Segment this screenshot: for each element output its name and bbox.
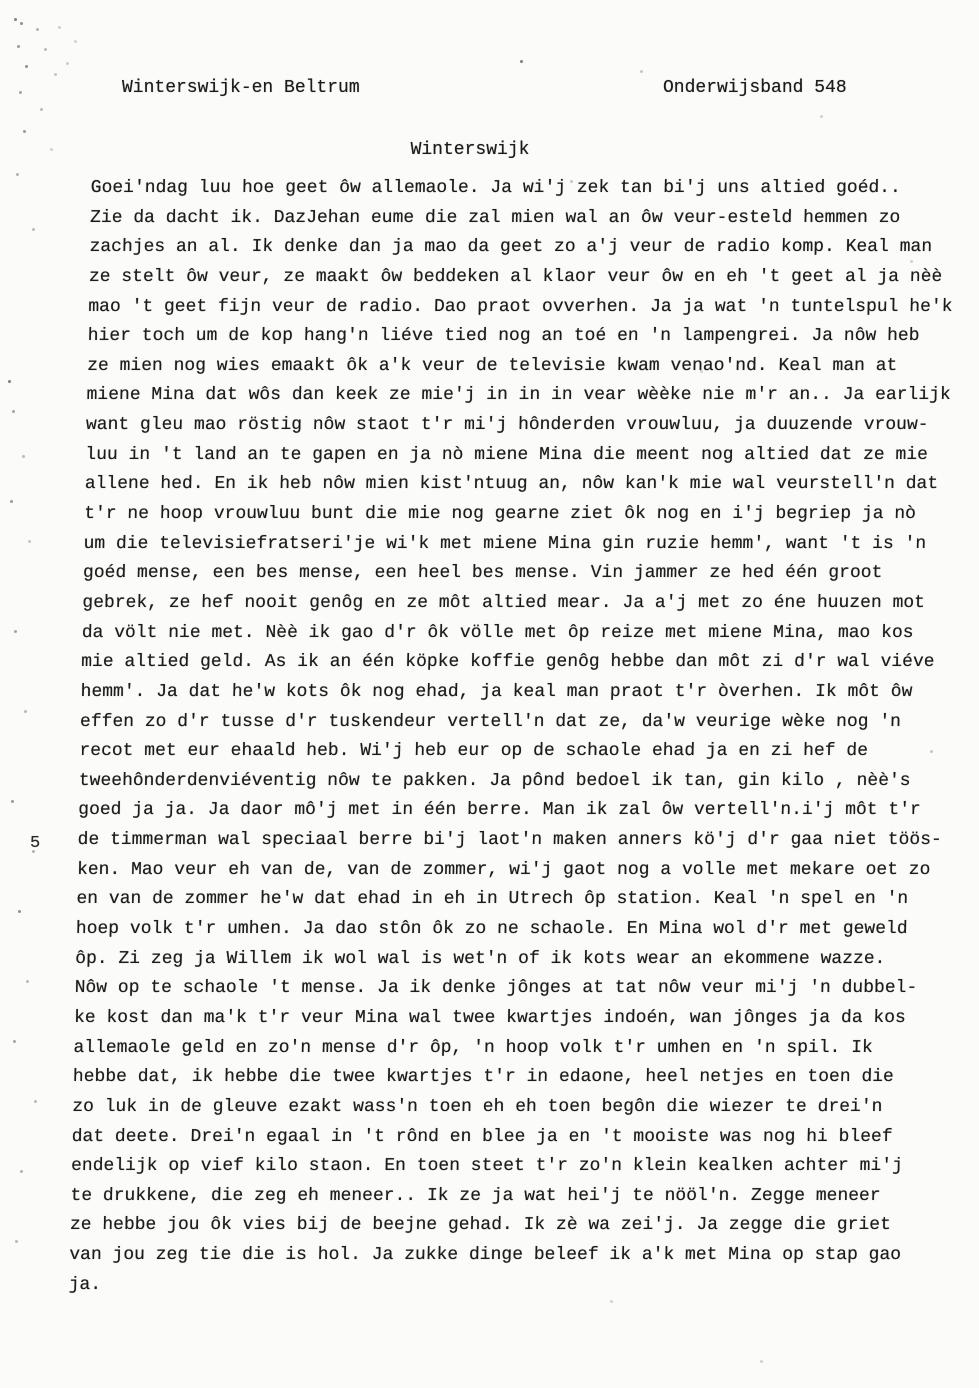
header-band-number: Onderwijsband 548 (663, 78, 847, 98)
text-line: da völt nie met. Nèè ik gao d'r ôk völle met ôp reize met miene Mina, mao kos (81, 622, 914, 643)
text-line: hebbe dat, ik hebbe die twee kwartjes t'r in edaone, heel netjes en toen die (72, 1067, 895, 1088)
text-line: hoep volk t'r umhen. Ja dao stôn ôk zo ne schaole. En Mina wol d'r met geweld (75, 919, 908, 940)
text-line: ôp. Zi zeg ja Willem ik wol wal is wet'n of ik kots wear an ekommene wazze. (75, 948, 886, 969)
scan-noise-speckles (520, 60, 523, 63)
text-line: Nôw op te schaole 't mense. Ja ik denke jônges at tat nôw veur mi'j 'n dubbel- (74, 978, 918, 999)
text-line: gebrek, ze hef nooit genôg en ze môt altied mear. Ja a'j met zo éne huuzen mot (82, 592, 926, 613)
text-line: goed ja ja. Ja daor mô'j met in één berre. Man ik zal ôw vertell'n.i'j môt t'r (78, 800, 921, 821)
text-line: ke kost dan ma'k t'r veur Mina wal twee kwartjes indoén, wan jônges ja da kos (73, 1007, 907, 1028)
text-line: want gleu mao röstig nôw staot t'r mi'j hônderden vrouwluu, ja duuzende vrouw- (85, 415, 929, 436)
text-line: Zie da dacht ik. DazJehan eume die zal mien wal an ôw veur-esteld hemmen zo (89, 207, 901, 228)
text-line: mao 't geet fijn veur de radio. Dao praot ovverhen. Ja ja wat 'n tuntelspul he'k (88, 296, 953, 317)
header-region-label: Winterswijk-en Beltrum (122, 78, 360, 98)
text-line: goéd mense, een bes mense, een heel bes mense. Vin jammer ze hed één groot (82, 563, 883, 584)
text-line: hier toch um de kop hang'n liéve tied nog an toé en 'n lampengrei. Ja nôw heb (87, 326, 920, 347)
margin-note: 5 (30, 834, 41, 853)
scan-noise-speckles (14, 18, 17, 21)
text-line: de timmerman wal speciaal berre bi'j laot'n maken anners kö'j d'r gaa niet töös- (77, 830, 942, 851)
scan-noise-speckles (8, 380, 11, 383)
text-line: ja. (68, 1274, 102, 1295)
text-line: endelijk op vief kilo staon. En toen steet t'r zo'n klein kealken achter mi'j (70, 1156, 904, 1177)
text-line: hemm'. Ja dat he'w kots ôk nog ehad, ja keal man praot t'r òverhen. Ik môt ôw (80, 681, 913, 702)
body-text (68, 174, 979, 1300)
text-line: miene Mina dat wôs dan keek ze mie'j in in in vear wèèke nie m'r an.. Ja earlijk (86, 385, 951, 406)
text-line: zo luk in de gleuve ezakt wass'n toen eh eh toen begôn die wiezer te drei'n (72, 1096, 883, 1117)
text-line: tweehônderdenviéventig nôw te pakken. Ja pônd bedoel ik tan, gin kilo , nèè's (78, 770, 911, 791)
text-line: allene hed. En ik heb nôw mien kist'ntuug an, nôw kan'k mie wal veurstell'n dat (84, 474, 939, 495)
text-line: recot met eur ehaald heb. Wi'j heb eur op de schaole ehad ja en zi hef de (79, 741, 869, 762)
text-line: te drukkene, die zeg eh meneer.. Ik ze ja wat hei'j te nööl'n. Zegge meneer (70, 1185, 881, 1206)
text-line: luu in 't land an te gapen en ja nò miene Mina die meent nog altied dat ze mie (85, 444, 929, 465)
text-line: ze mien nog wies emaakt ôk a'k veur de televisie kwam venao'nd. Keal man at (86, 355, 898, 376)
text-line: en van de zommer he'w dat ehad in eh in Utrech ôp station. Keal 'n spel en 'n (76, 889, 909, 910)
text-line: ze hebbe jou ôk vies bij de beejne gehad. Ik zè wa zei'j. Ja zegge die griet (69, 1215, 892, 1236)
text-line: um die televisiefratseri'je wi'k met miene Mina gin ruzie hemm', want 't is 'n (83, 533, 927, 554)
text-line: ze stelt ôw veur, ze maakt ôw beddeken al klaor veur ôw en eh 't geet al ja nèè (88, 266, 943, 287)
text-line: zachjes an al. Ik denke dan ja mao da geet zo a'j veur de radio komp. Keal man (89, 237, 933, 258)
text-line: allemaole geld en zo'n mense d'r ôp, 'n hoop volk t'r umhen en 'n spil. Ik (73, 1037, 874, 1058)
text-line: t'r ne hoop vrouwluu bunt die mie nog gearne ziet ôk nog en i'j begriep ja nò (83, 504, 917, 525)
page-title: Winterswijk (410, 140, 530, 160)
text-line: dat deete. Drei'n egaal in 't rônd en blee ja en 't mooiste was nog hi bleef (71, 1126, 893, 1147)
text-line: mie altied geld. As ik an één köpke koffie genôg hebbe dan môt zi d'r wal viéve (80, 652, 935, 673)
text-line: van jou zeg tie die is hol. Ja zukke dinge beleef ik a'k met Mina op stap gao (69, 1245, 902, 1266)
text-line: effen zo d'r tusse d'r tuskendeur vertell'n dat ze, da'w veurige wèke nog 'n (79, 711, 902, 732)
text-line: ken. Mao veur eh van de, van de zommer, wi'j gaot nog a volle met mekare oet zo (76, 859, 931, 880)
text-line: Goei'ndag luu hoe geet ôw allemaole. Ja wi'j zek tan bi'j uns altied goéd.. (90, 178, 902, 198)
